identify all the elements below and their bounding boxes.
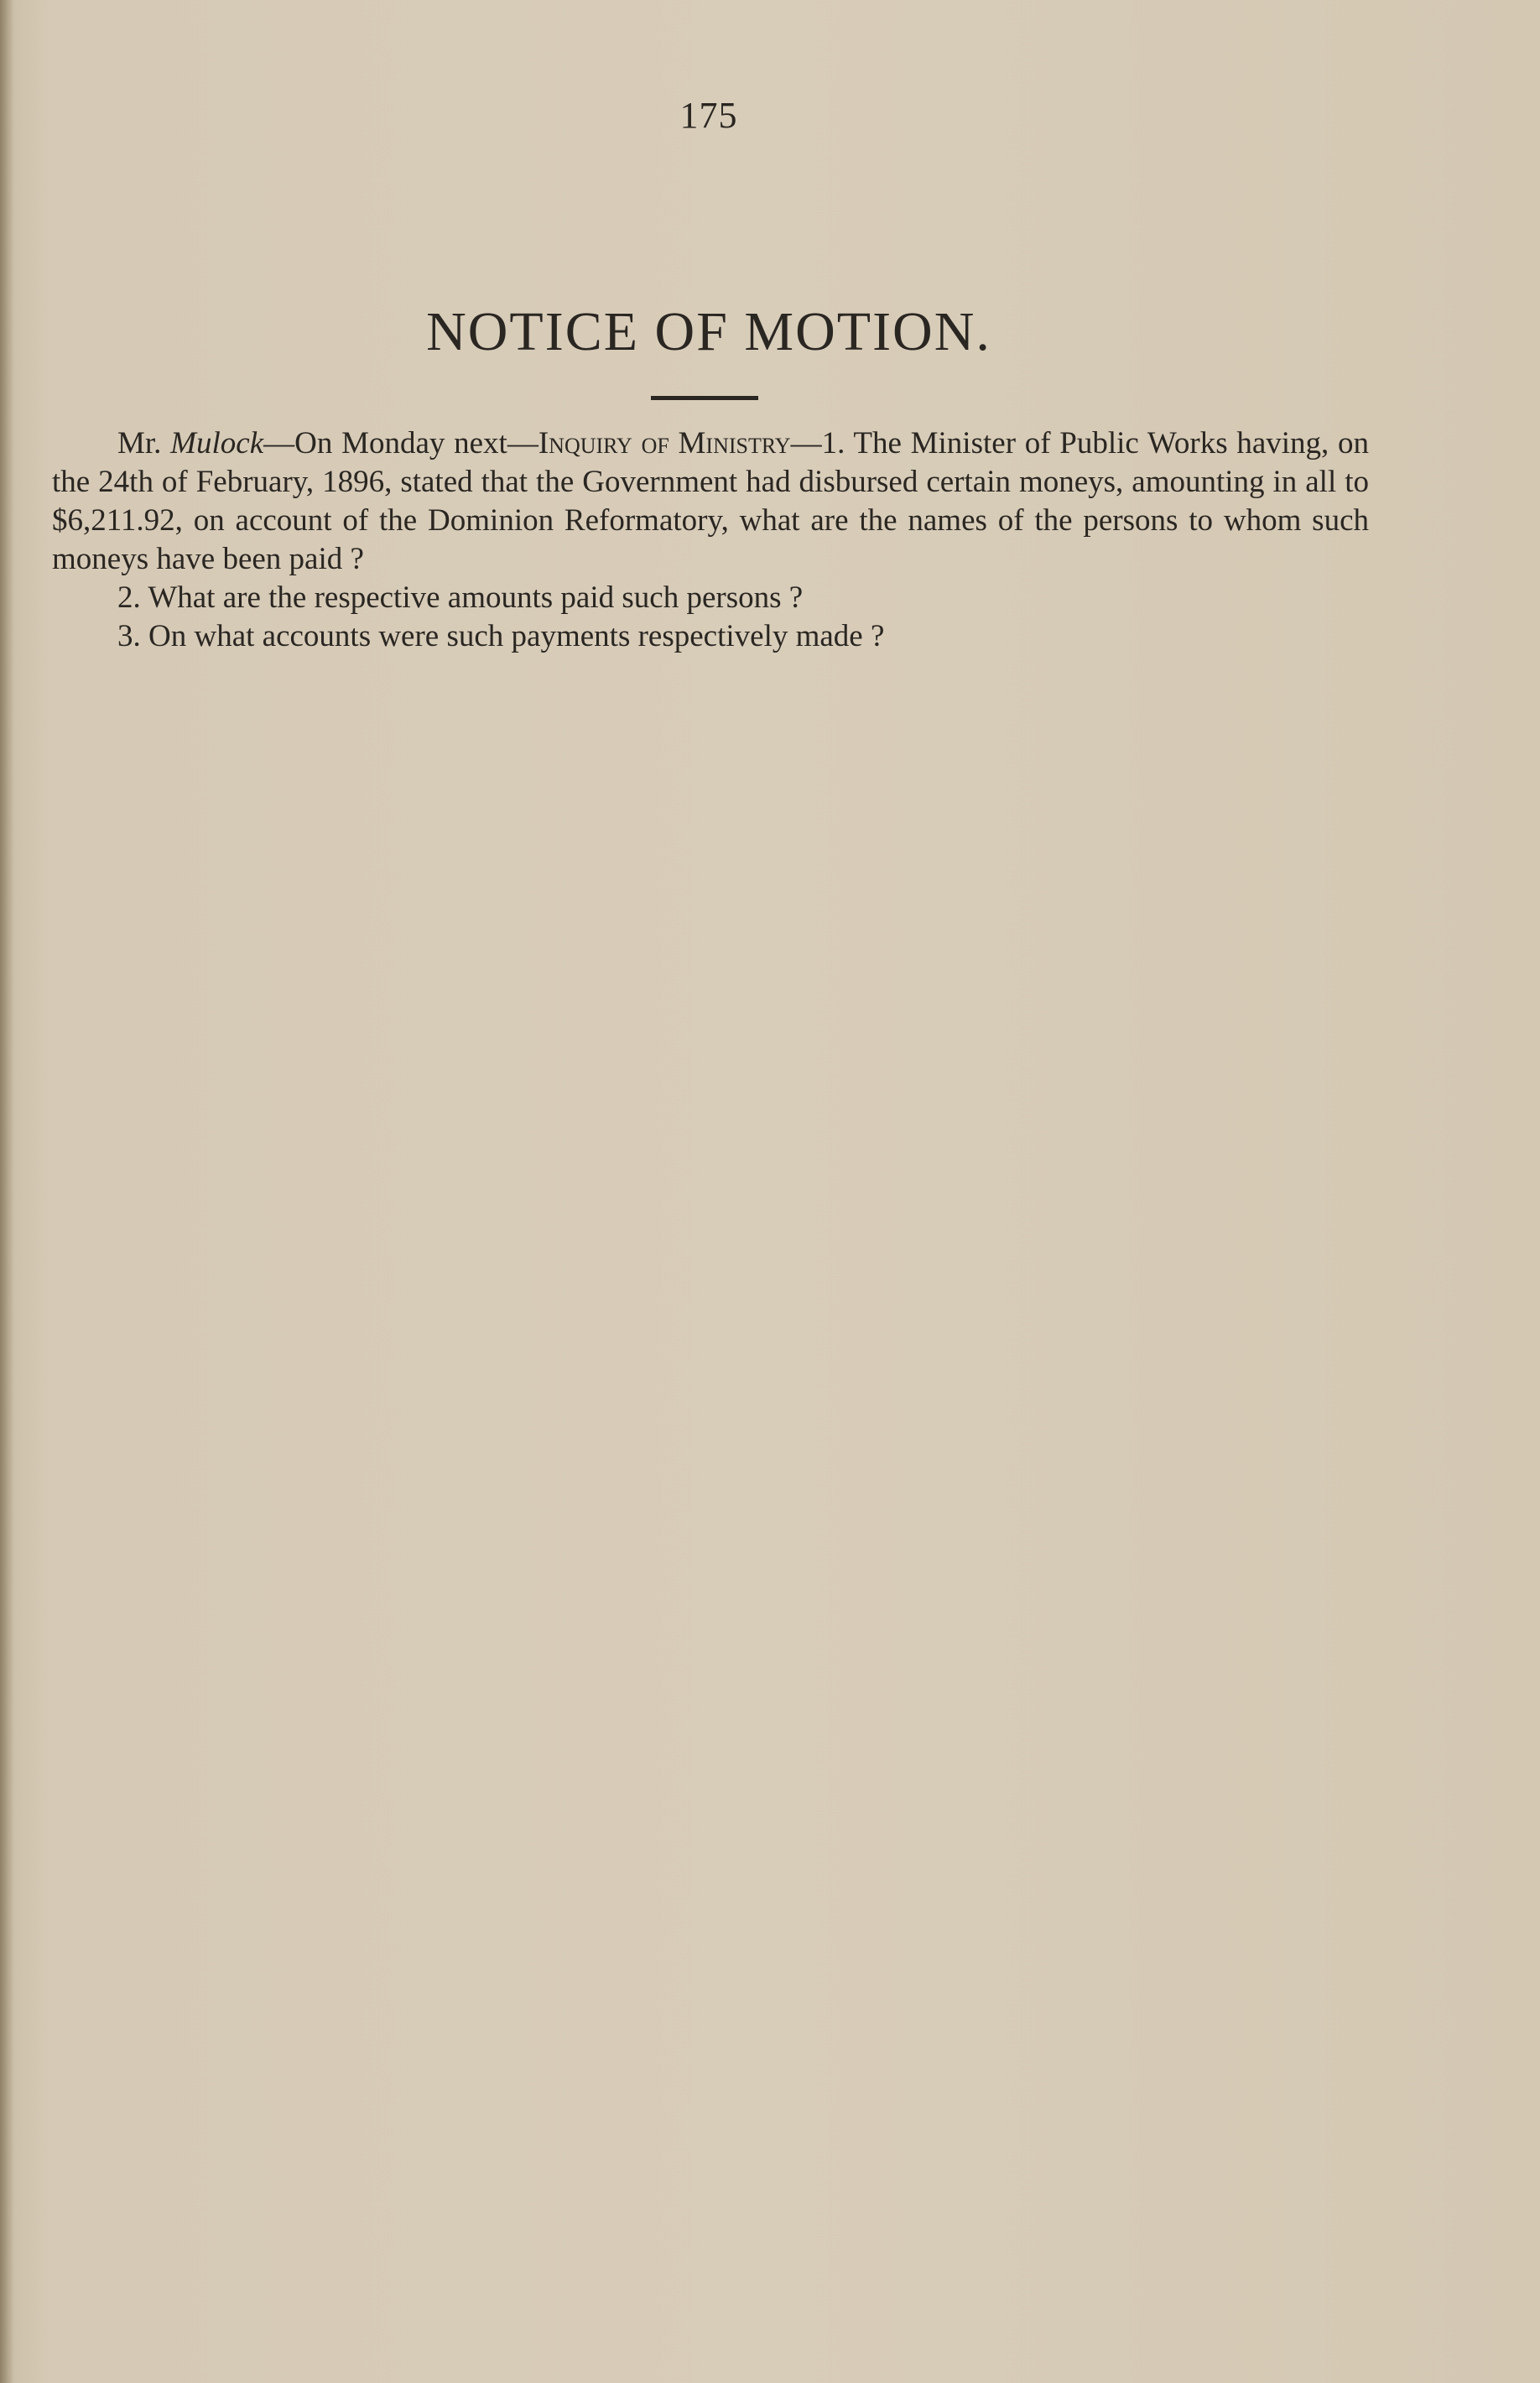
motion-question-3: 3. On what accounts were such payments respectively made ?	[117, 619, 885, 653]
member-prefix: Mr.	[117, 426, 171, 460]
title-rule-divider	[651, 396, 758, 400]
motion-timing: —On Monday next—	[263, 426, 538, 460]
motion-question-2: 2. What are the respective amounts paid such persons ?	[117, 580, 804, 615]
page-number: 175	[679, 95, 738, 136]
page-title: NOTICE OF MOTION.	[426, 301, 991, 362]
motion-question-1-paragraph	[52, 424, 1369, 579]
motion-notice	[52, 424, 1369, 656]
motion-question-1: —1. The Minister of Public Works having, on the 24th of February, 1896, stated that the Government had disbursed certain moneys, amounting in all to $6,211.92, on account of the Dominion Reformatory, what are the names of the persons to whom such moneys have been paid ?	[52, 426, 1370, 576]
member-name: Mulock	[170, 426, 264, 460]
motion-category: Inquiry of Ministry	[538, 426, 791, 460]
